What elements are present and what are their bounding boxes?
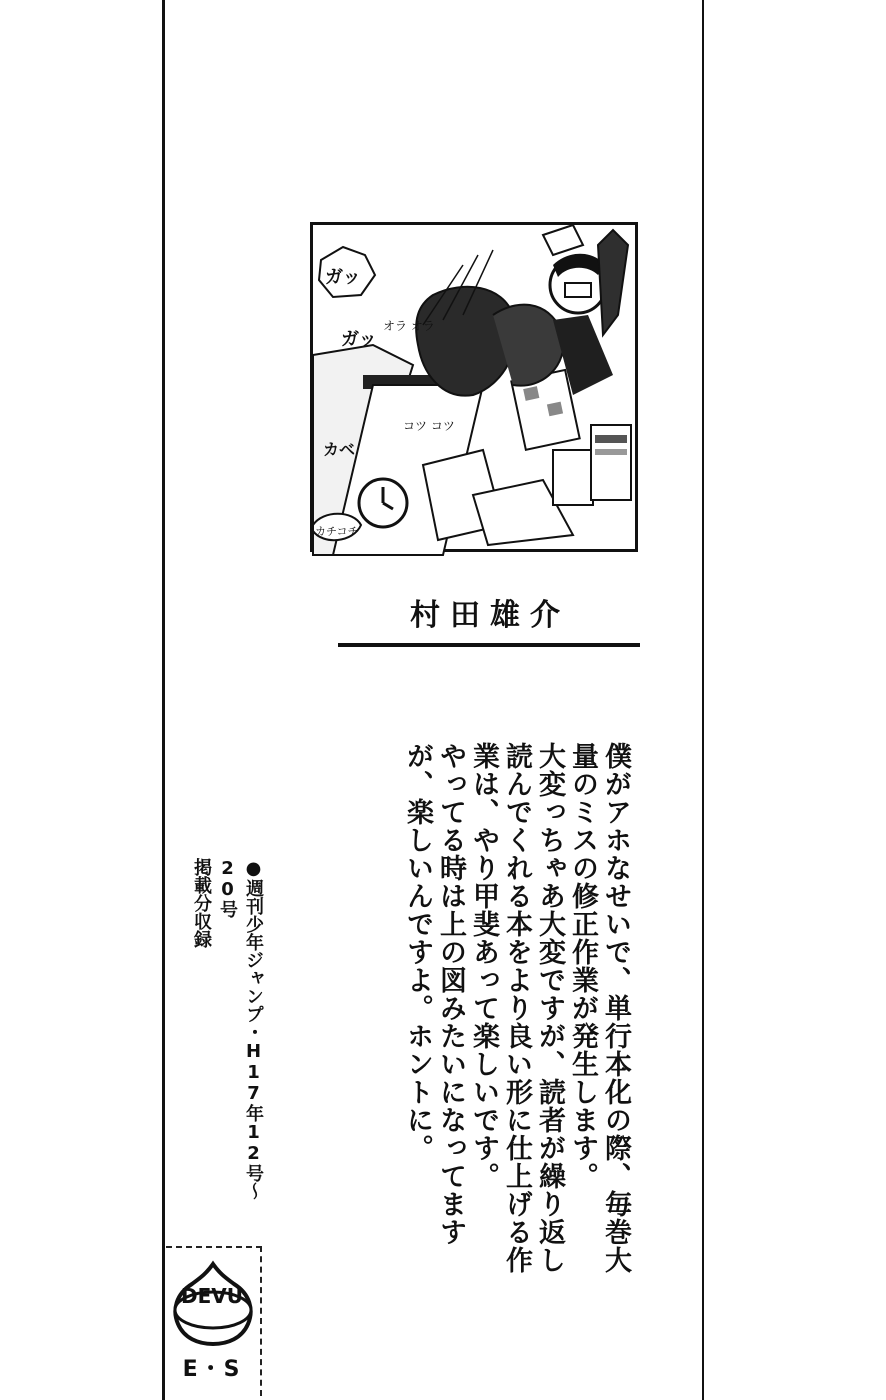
serialization-credit [191,858,266,1218]
badge-label: E・S [182,1357,242,1382]
sfx-kabe: カベ [323,440,356,459]
badge-logo-text: DEVU [181,1284,243,1308]
right-margin-rule [702,0,704,1400]
credit-line-2: 掲載分収録 [191,858,212,948]
sfx-kotsu: コツ コツ [403,419,455,433]
sfx-gaa-1: ガッ [325,267,361,288]
sfx-gaa-2: ガッ [341,329,377,350]
sfx-kachikochi: カチコチ [315,525,359,538]
publisher-badge [166,1246,262,1396]
author-name-underline [338,643,640,647]
author-comment [362,742,632,1282]
comment-paragraph-1: 僕がアホなせいで、単行本化の際、毎巻大量のミスの修正作業が発生します。 [567,742,631,1274]
sfx-ora: オラ オラ [383,319,435,333]
manga-drawing [313,225,635,549]
comment-paragraph-3: やってる時は上の図みたいになってますが、楽しいんですよ。ホントに。 [402,742,466,1246]
author-name: 村田雄介 [410,598,570,633]
comment-paragraph-2: 大変っちゃあ大変ですが、読者が繰り返し読んでくれる本をより良い形に仕上げる作業は、やり甲斐あって楽しいです。 [468,742,565,1274]
author-illustration [310,222,638,552]
credit-line-1: ●週刊少年ジャンプ・H17年12号〜20号 [217,858,264,1200]
left-margin-rule [162,0,165,1400]
